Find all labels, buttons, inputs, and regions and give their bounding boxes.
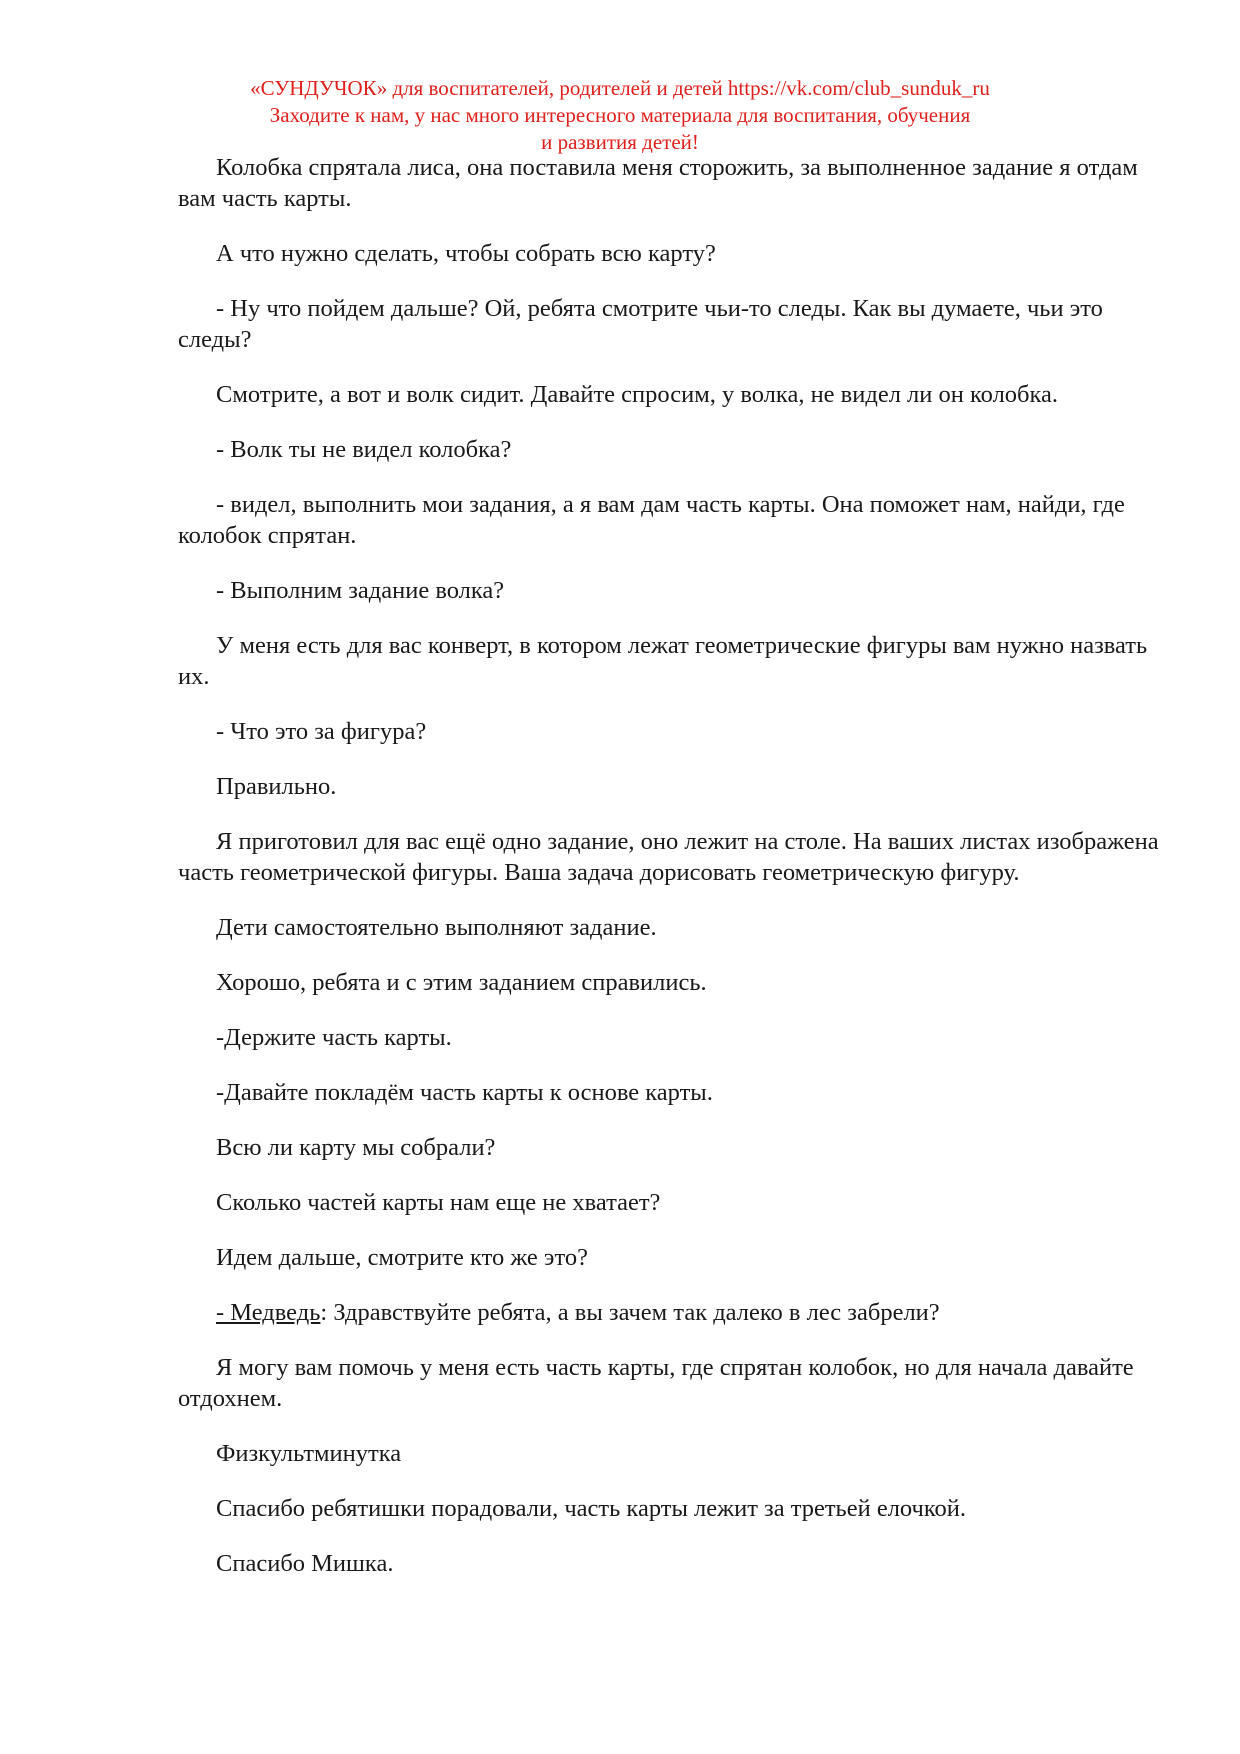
paragraph: -Давайте покладём часть карты к основе карты.	[216, 1079, 713, 1106]
header-line-2: Заходите к нам, у нас много интересного материала для воспитания, обучения	[269, 103, 971, 127]
document-body	[178, 152, 1168, 1603]
paragraph: Идем дальше, смотрите кто же это?	[216, 1244, 588, 1271]
paragraph: Спасибо Мишка.	[216, 1550, 394, 1577]
bear-speech: : Здравствуйте ребята, а вы зачем так далеко в лес забрели?	[320, 1299, 940, 1326]
paragraph: Спасибо ребятишки порадовали, часть карты лежит за третьей елочкой.	[216, 1495, 967, 1522]
speaker-label: - Медведь	[216, 1299, 321, 1326]
paragraph: Дети самостоятельно выполняют задание.	[216, 914, 657, 941]
paragraph: Смотрите, а вот и волк сидит. Давайте спросим, у волка, не видел ли он колобка.	[216, 381, 1059, 408]
paragraph: У меня есть для вас конверт, в котором лежат геометрические фигуры вам нужно назвать их.	[178, 632, 1148, 690]
paragraph: Я приготовил для вас ещё одно задание, оно лежит на столе. На ваших листах изображена часть геометрической фигуры. Ваша задача дорисовать геометрическую фигуру.	[178, 828, 1159, 886]
paragraph: - Ну что пойдем дальше? Ой, ребята смотрите чьи-то следы. Как вы думаете, чьи это следы?	[178, 295, 1103, 353]
header-line-1: «СУНДУЧОК» для воспитателей, родителей и детей https://vk.com/club_sunduk_ru	[250, 76, 990, 100]
paragraph: Всю ли карту мы собрали?	[216, 1134, 496, 1161]
paragraph: - Выполним задание волка?	[216, 577, 505, 604]
site-header	[0, 75, 1240, 156]
header-line-3: и развития детей!	[541, 130, 699, 154]
bear-paragraph	[178, 1297, 1168, 1328]
paragraph: - видел, выполнить мои задания, а я вам дам часть карты. Она поможет нам, найди, где колобок спрятан.	[178, 491, 1125, 549]
paragraph: - Волк ты не видел колобка?	[216, 436, 512, 463]
paragraph: Хорошо, ребята и с этим заданием справились.	[216, 969, 707, 996]
paragraph: Колобка спрятала лиса, она поставила меня сторожить, за выполненное задание я отдам вам часть карты.	[178, 154, 1138, 212]
paragraph: А что нужно сделать, чтобы собрать всю карту?	[216, 240, 716, 267]
paragraph: Правильно.	[216, 773, 337, 800]
paragraph: Физкультминутка	[216, 1440, 402, 1467]
paragraph: Я могу вам помочь у меня есть часть карты, где спрятан колобок, но для начала давайте отдохнем.	[178, 1354, 1134, 1412]
paragraph: Сколько частей карты нам еще не хватает?	[216, 1189, 661, 1216]
paragraph: - Что это за фигура?	[216, 718, 427, 745]
paragraph: -Держите часть карты.	[216, 1024, 452, 1051]
